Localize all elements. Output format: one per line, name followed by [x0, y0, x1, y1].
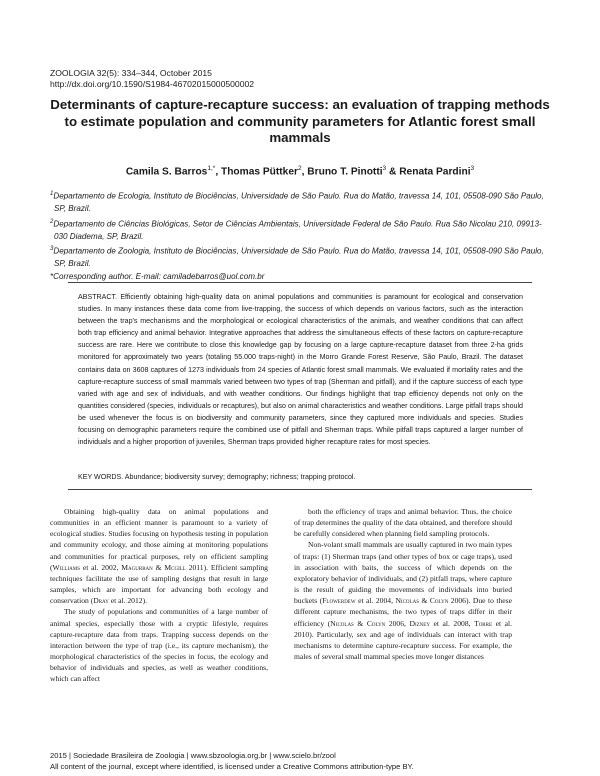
author-list	[50, 165, 550, 177]
journal-citation: ZOOLOGIA 32(5): 334–344, October 2015	[50, 68, 212, 78]
author-name: Thomas Püttker	[220, 166, 298, 178]
text-run: 2006). Due to these different capture mechanisms, the two types of traps differ in their efficiency (	[294, 596, 512, 628]
citation-author: Flowerdew	[322, 596, 356, 606]
citation-author: Colyn	[366, 618, 386, 628]
journal-header	[50, 68, 254, 90]
author-separator: &	[386, 166, 400, 178]
body-paragraph	[50, 506, 268, 606]
text-run: et al. 2008,	[429, 618, 475, 628]
text-run: both the efficiency of traps and animal behavior. Thus, the choice of trap determines the quality of the data obtained, and therefore should be carefully considered when planning field sampling protocols.	[294, 507, 512, 539]
text-run: Non-volant small mammals are usually captured in two main types of traps: (1) Sherman traps (and other types of box or cage traps), used in association with baits, the success of which depends on the exploratory behavior of individuals, and (2) pitfall traps, where capture is the result of guiding the movements of individuals into buried buckets (	[294, 540, 512, 606]
author-affiliation-mark: 3	[382, 165, 387, 172]
text-run: et al. 2010). Particularly, sex and age of individuals can interact with trap mechanisms to determine capture-recapture success. For example, the males of several small mammal species move longer distances	[294, 618, 512, 662]
keywords	[78, 473, 523, 481]
footer-publisher: 2015 | Sociedade Brasileira de Zoologia | www.sbzoologia.org.br | www.scielo.br/zool	[50, 751, 336, 760]
affiliation-mark: 3	[50, 246, 54, 252]
doi-link[interactable]: http://dx.doi.org/10.1590/S1984-46702015000500002	[50, 79, 255, 89]
corresponding-author: *Corresponding author. E-mail: camiladebarros@uol.com.br	[50, 271, 265, 281]
affiliation	[50, 216, 550, 244]
citation-author: Williams	[52, 562, 80, 572]
affiliation-mark: 1	[50, 191, 54, 197]
abstract-top-rule	[68, 282, 532, 283]
citation-author: Torre	[474, 618, 493, 628]
keywords-label: KEY WORDS.	[78, 473, 124, 481]
author-separator: ,	[301, 166, 308, 178]
text-run: The study of populations and communities of a large number of animal species, especially those with a cryptic lifestyle, requires capture-recapture data from traps. Trapping success depends on the interaction between the type of trap (i.e., its capture mechanism), the morphological characteristics of the species in focus, the ecology and behavior of individuals and species, as well as weather conditions, which can affect	[50, 607, 268, 684]
text-run: 2011). Efficient sampling techniques facilitate the use of sampling designs that result in large samples, which are important for advancing both ecology and conservation (	[50, 562, 268, 606]
article-title: Determinants of capture-recapture success: an evaluation of trapping methods to estimate population and community parameters for Atlantic forest small mammals	[50, 97, 550, 145]
author-affiliation-mark: 1,*	[207, 165, 216, 172]
body-paragraph	[50, 606, 268, 684]
affiliations	[50, 188, 550, 283]
abstract	[78, 291, 523, 448]
text-run: 2006,	[385, 618, 410, 628]
citation-author: Magurran	[121, 562, 153, 572]
affiliation-text: Departamento de Ciências Biológicas, Setor de Ciências Ambientais, Universidade Federal de São Paulo. Rua São Nicolau 210, 09913-030 Diadema, SP, Brazil.	[53, 219, 542, 241]
text-run: &	[152, 562, 165, 572]
footer-license: All content of the journal, except where identified, is licensed under a Creative Commons attribution-type BY.	[50, 762, 414, 771]
author-name: Camila S. Barros	[125, 166, 208, 178]
text-run: et al. 2004,	[355, 596, 396, 606]
text-run: et al. 2002,	[79, 562, 122, 572]
body-column-right	[294, 506, 512, 662]
text-run: et al. 2012).	[108, 596, 147, 606]
abstract-label: ABSTRACT.	[78, 293, 118, 301]
keywords-text: Abundance; biodiversity survey; demography; richness; trapping protocol.	[124, 473, 356, 481]
text-run: Obtaining high-quality data on animal populations and communities in an efficient manner is paramount to a variety of ecological studies. Studies focusing on hypothesis testing in population and community ecology, and those aiming at monitoring populations and communities for practical purposes, rely on efficient sampling (	[50, 507, 268, 572]
affiliation	[50, 188, 550, 216]
author-affiliation-mark: 3	[470, 165, 475, 172]
text-run: &	[419, 596, 430, 606]
affiliation-text: Departamento de Ecologia, Instituto de Biociências, Universidade de São Paulo. Rua do Matão, travessa 14, 101, 05508-090 São Paulo, SP, Brazil.	[53, 191, 544, 214]
affiliation	[50, 243, 550, 271]
abstract-bottom-rule	[68, 489, 532, 490]
author-affiliation-mark: 2	[297, 165, 302, 172]
citation-author: Dray	[93, 596, 109, 606]
body-paragraph	[294, 506, 512, 539]
citation-author: Nicolas	[395, 596, 419, 606]
affiliation-text: Departamento de Zoologia, Instituto de Biociências, Universidade de São Paulo. Rua do Matão, travessa 14, 101, 05508-090 São Paulo, SP, Brazil.	[53, 246, 544, 269]
body-paragraph	[294, 539, 512, 662]
abstract-text: Efficiently obtaining high-quality data on animal populations and communities is paramount for ecological and conservation studies. In many instances these data come from live-trapping, the success of which depends on various factors, such as the interaction between the trap's mechanisms and the morphological or ecological characteristics of the animals, and weather conditions that can affect both trap efficiency and animal behavior. Integrative approaches that address the simultaneous effects of these factors on capture-recapture success are rare. Here we contribute to close this knowledge gap by focusing on a large capture-recapture dataset from three 2-ha grids monitored for approximately two years (totaling 55.000 traps-night) in the Morro Grande Forest Reserve, São Paulo, Brazil. The dataset contains data on 3608 captures of 1273 individuals from 24 species of Atlantic forest small mammals. We evaluated if mortality rates and the capture-recapture success of small mammals varied between two types of trap (Sherman and pitfall), and if the capture success of each type varied with age and sex of individuals, and with weather conditions. Our findings highlight that trap efficiency depends not only on the quantities considered (species, individuals or recaptures), but also on animal characteristics and weather conditions. Large pitfall traps should be used whenever the focus is on biodiversity and community parameters, since they captured more individuals and species. Studies focusing on demographic parameters require the combined use of pitfall and Sherman traps. While pitfall traps captured a larger number of individuals and a higher proportion of juveniles, Sherman traps provided higher recapture rates for most species.	[78, 293, 523, 447]
author-name: Renata Pardini	[399, 166, 471, 178]
text-run: &	[353, 618, 367, 628]
citation-author: Nicolas	[330, 618, 354, 628]
citation-author: Mcgill	[164, 562, 186, 572]
author-separator: ,	[215, 166, 221, 178]
citation-author: Colyn	[429, 596, 449, 606]
citation-author: Dizney	[409, 618, 430, 628]
author-name: Bruno T. Pinotti	[307, 166, 383, 178]
affiliation-mark: 2	[50, 218, 54, 225]
body-column-left	[50, 506, 268, 685]
